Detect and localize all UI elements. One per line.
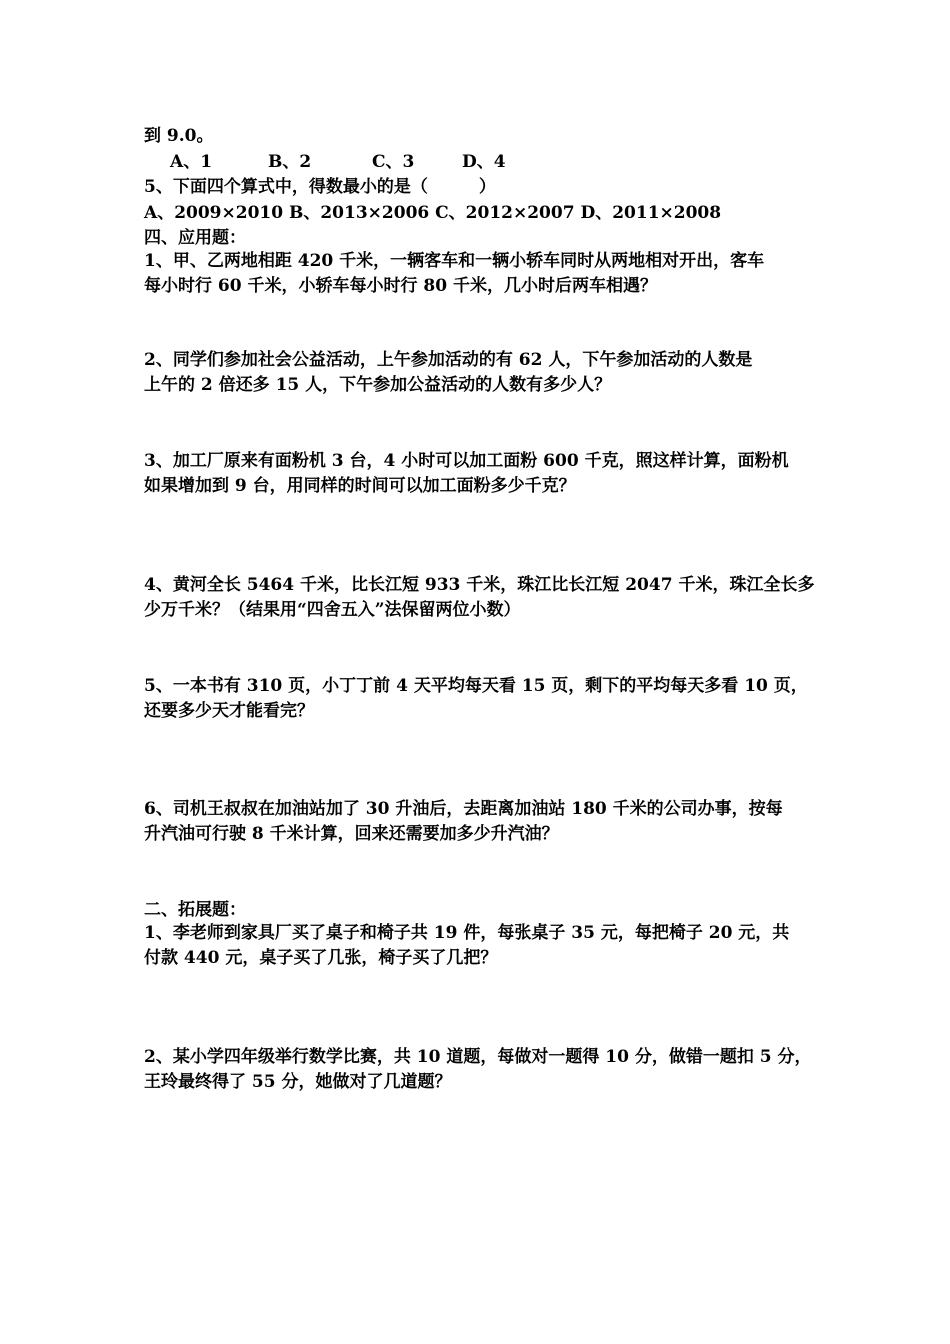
problem-4-line1: 4、黄河全长 5464 千米，比长江短 933 千米，珠江比长江短 2047 千米，珠江全长多 [144,575,815,595]
problem-5-line2: 还要多少天才能看完？ [144,701,314,721]
problem-2-line2: 上午的 2 倍还多 15 人，下午参加公益活动的人数有多少人？ [144,375,612,395]
extension-problem-1-line2: 付款 440 元，桌子买了几张，椅子买了几把？ [144,948,498,968]
q4-option-b: B、2 [268,152,312,172]
problem-1-line2: 每小时行 60 千米，小轿车每小时行 80 千米，几小时后两车相遇？ [144,276,657,296]
problem-2-line1: 2、同学们参加社会公益活动，上午参加活动的有 62 人，下午参加活动的人数是 [144,350,753,370]
q4-option-a: A、1 [170,152,213,172]
extension-heading: 二、拓展题： [144,900,246,920]
problem-6-line1: 6、司机王叔叔在加油站加了 30 升油后，去距离加油站 180 千米的公司办事，按每 [144,799,783,819]
q4-options [170,151,506,173]
problem-6-line2: 升汽油可行驶 8 千米计算，回来还需要加多少升汽油？ [144,824,559,844]
q5-options: A、2009×2010 B、2013×2006 C、2012×2007 D、2011×2008 [144,203,722,223]
section4-heading: 四、应用题： [144,228,246,248]
problem-5-line1: 5、一本书有 310 页，小丁丁前 4 天平均每天看 15 页，剩下的平均每天多看 10 页， [144,676,808,696]
q5-stem: 5、下面四个算式中，得数最小的是（ ） [144,177,496,197]
problem-4-line2: 少万千米？（结果用“四舍五入”法保留两位小数） [144,600,521,620]
problem-3-line2: 如果增加到 9 台，用同样的时间可以加工面粉多少千克？ [144,476,576,496]
extension-problem-1-line1: 1、李老师到家具厂买了桌子和椅子共 19 件，每张桌子 35 元，每把椅子 20 元，共 [144,923,790,943]
problem-1-line1: 1、甲、乙两地相距 420 千米，一辆客车和一辆小轿车同时从两地相对开出，客车 [144,251,765,271]
problem-3-line1: 3、加工厂原来有面粉机 3 台，4 小时可以加工面粉 600 千克，照这样计算，面粉机 [144,451,789,471]
prev-question-tail: 到 9.0。 [144,126,214,146]
extension-problem-2-line2: 王玲最终得了 55 分，她做对了几道题？ [144,1072,452,1092]
extension-problem-2-line1: 2、某小学四年级举行数学比赛，共 10 道题，每做对一题得 10 分，做错一题扣 5 分， [144,1047,812,1067]
q4-option-d: D、4 [462,152,506,172]
q4-option-c: C、3 [372,152,415,172]
